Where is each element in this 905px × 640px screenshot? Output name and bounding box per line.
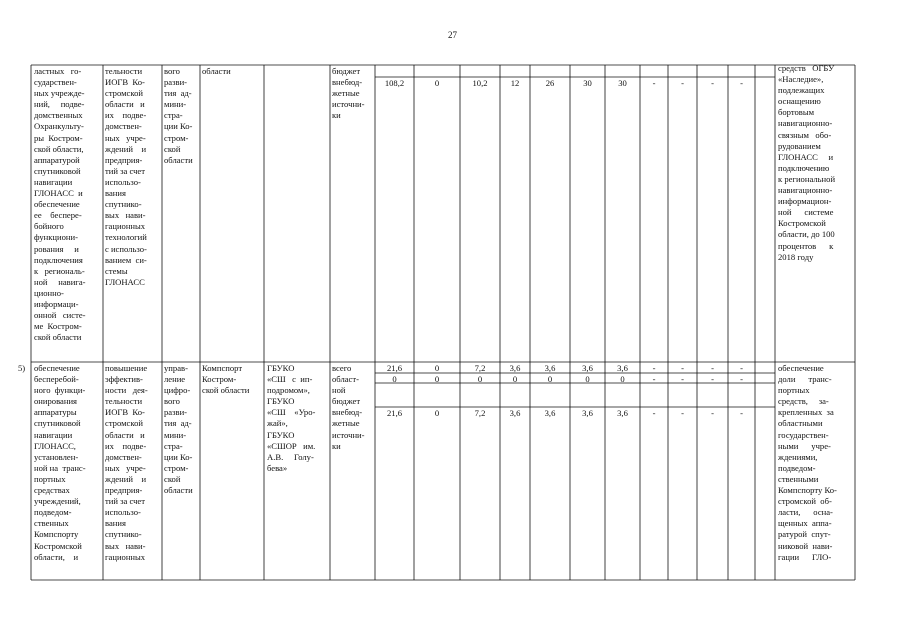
- table-cell: 3,6: [582, 408, 593, 418]
- table-cell: 0: [434, 374, 440, 384]
- table-cell: 0: [392, 374, 397, 384]
- table-cell: 26: [545, 78, 555, 88]
- table-cell: 0: [434, 78, 440, 88]
- table-cell: 30: [618, 78, 627, 88]
- table-cell: 21,6: [386, 408, 403, 418]
- table-cell: 3,6: [509, 363, 521, 373]
- table-cell: -: [681, 78, 684, 88]
- table-cell: -: [740, 78, 743, 88]
- table-cell: 30: [583, 78, 592, 88]
- table-cell: 108,2: [384, 78, 405, 88]
- row-b-number: 5): [18, 363, 26, 373]
- table-cell: 0: [547, 374, 553, 384]
- row-a-responsible: вого разви- тия ад- мини- стра- ции Ко- стром- ской области: [164, 66, 193, 165]
- table-cell: 0: [434, 408, 440, 418]
- table-cell: 21,6: [386, 363, 403, 373]
- row-b-expected-result: повышение эффектив- ности дея- тельности ИОГВ Ко- стромской области и их подве- домствен- ных учре- ждений и предприя- тий за счет использо- вания спутнико- вых нави- гационных: [105, 363, 148, 562]
- row-a-target-indicator: средств ОГБУ «Наследие», подлежащих оснащению бортовым навигационно- связным обо- рудованием ГЛОНАСС и подключению к региональной навигационно- информацион- ной системе Костромской области, до 100 процентов к 2018 году: [778, 63, 836, 262]
- table-cell: 7,2: [474, 408, 486, 418]
- table-cell: 12: [510, 78, 520, 88]
- table-cell: -: [681, 363, 684, 373]
- table-cell: -: [652, 408, 656, 418]
- table-cell: -: [681, 408, 684, 418]
- table-cell: -: [740, 363, 743, 373]
- row-a-task-description: ластных го- сударствен- ных учрежде- ний, подве- домственных Охранкульту- ры Костром- ской области, аппаратурой спутниковой навигации ГЛОНАСС и обеспечение ее беспере- бойного функциони- рования и подключения к региональ- ной навига- ционно- информаци- онной систе- ме Костром- ской области: [34, 66, 86, 343]
- table-cell: -: [681, 374, 684, 384]
- table-cell: 0: [434, 363, 440, 373]
- table-cell: -: [711, 408, 714, 418]
- row-a-funding-source: бюджет внебюд- жетные источни- ки: [332, 66, 365, 121]
- table-cell: -: [652, 363, 656, 373]
- table-cell: 7,2: [474, 363, 486, 373]
- table-cell: 3,6: [582, 363, 593, 373]
- table-cell: 3,6: [509, 408, 521, 418]
- table-cell: 3,6: [544, 408, 556, 418]
- table-cell: 0: [585, 374, 590, 384]
- table-cell: -: [740, 374, 743, 384]
- row-b-funding-source: всего област- ной бюджет внебюд- жетные источни- ки: [332, 363, 365, 451]
- table-cell: -: [740, 408, 743, 418]
- row-b-co-executor: Компспорт Костром- ской области: [202, 363, 250, 396]
- table-cell: 0: [477, 374, 483, 384]
- row-b-target-indicator: обеспечение доли транс- портных средств, за- крепленных за областными государствен- ными учре- ждениями, подведом- ственными Компспорту Ко- стромской об- ласти, осна- щенных аппа- ратурой спут- никовой нави- гации ГЛО-: [778, 363, 837, 562]
- row-b-task-description: обеспечение бесперебой- ного функци- онирования аппаратуры спутниковой навигации ГЛОНАСС, установлен- ной на транс- портных средствах учреждений, подведом- ственных Компспорту Костромской области, и: [34, 363, 86, 562]
- table-cell: -: [711, 78, 714, 88]
- table-cell: 3,6: [617, 408, 628, 418]
- table-cell: 3,6: [617, 363, 628, 373]
- row-a-expected-result: тельности ИОГВ Ко- стромской области и их подве- домствен- ных учре- ждений и предприя- тий за счет использо- вания спутнико- вых нави- гационных технологий с использо- ванием си- стемы ГЛОНАСС: [105, 66, 147, 287]
- page-number: 27: [448, 30, 457, 40]
- table-cell: -: [711, 374, 714, 384]
- table-cell: 0: [620, 374, 625, 384]
- row-a-co-executor: области: [202, 66, 231, 76]
- table-cell: -: [711, 363, 714, 373]
- row-b-participants: ГБУКО «СШ с ип- подромом», ГБУКО «СШ «Уро- жай», ГБУКО «СШОР им. А.В. Голу- бева»: [267, 363, 316, 473]
- table-cell: -: [652, 374, 656, 384]
- table-cell: 3,6: [544, 363, 556, 373]
- row-b-responsible: управ- ление цифро- вого разви- тия ад- мини- стра- ции Ко- стром- ской области: [164, 363, 193, 496]
- table-cell: -: [652, 78, 656, 88]
- table-cell: 0: [512, 374, 518, 384]
- table-cell: 10,2: [472, 78, 488, 88]
